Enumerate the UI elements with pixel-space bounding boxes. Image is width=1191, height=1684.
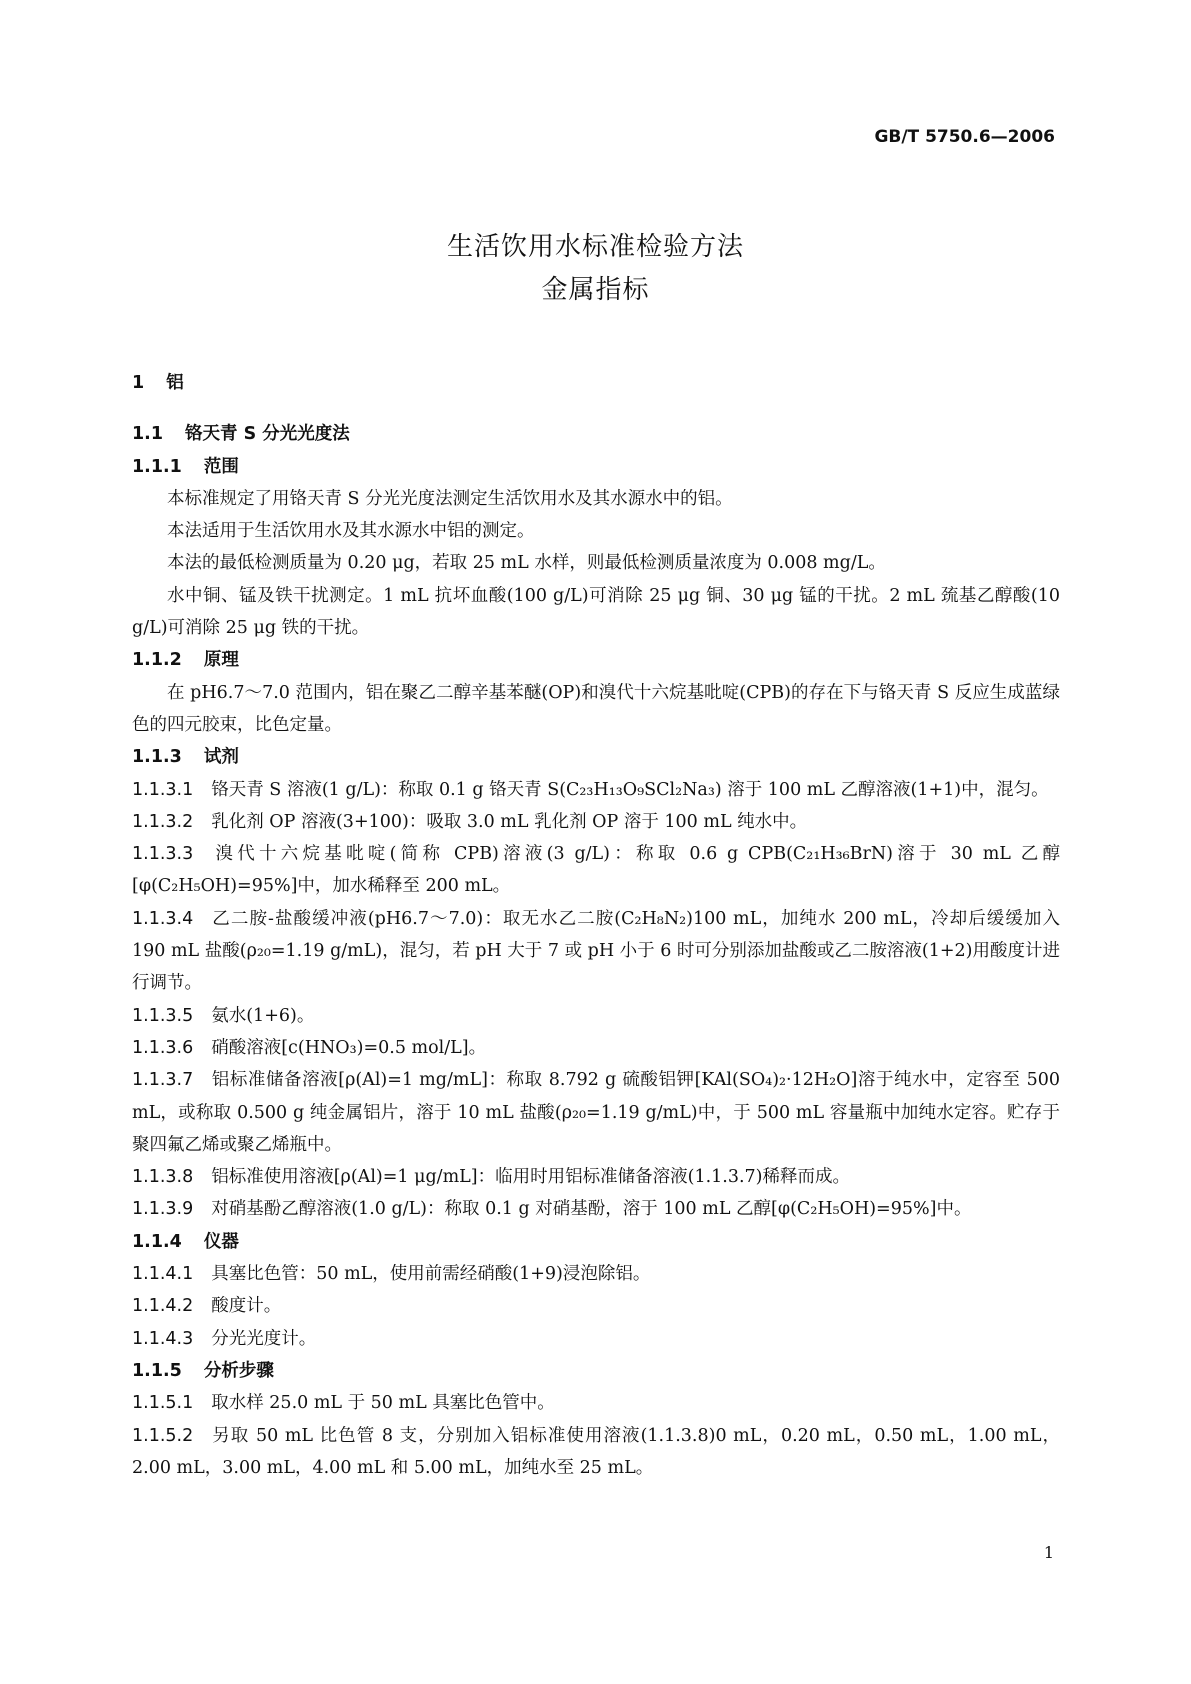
page-number: 1 — [1043, 1543, 1054, 1562]
title-line-1: 生活饮用水标准检验方法 — [446, 232, 744, 262]
document-body — [132, 367, 1060, 1484]
clause: 1.1.5.1 取水样 25.0 mL 于 50 mL 具塞比色管中。 — [132, 1393, 555, 1414]
clause: 1.1.4.1 具塞比色管：50 mL，使用前需经硝酸(1+9)浸泡除铝。 — [132, 1264, 651, 1285]
clause: 1.1.5.2 另取 50 mL 比色管 8 支，分别加入铝标准使用溶液(1.1.3.8)0 mL，0.20 mL，0.50 mL，1.00 mL，2.00 mL，3.00 mL，4.00 mL 和 5.00 mL，加纯水至 25 mL。 — [132, 1425, 1060, 1478]
section-heading: 1.1.3 试剂 — [132, 747, 239, 768]
paragraph: 本标准规定了用铬天青 S 分光光度法测定生活饮用水及其水源水中的铝。 — [167, 488, 733, 509]
standard-code: GB/T 5750.6—2006 — [874, 127, 1055, 147]
section-heading: 1.1 铬天青 S 分光光度法 — [132, 424, 350, 445]
clause: 1.1.3.9 对硝基酚乙醇溶液(1.0 g/L)：称取 0.1 g 对硝基酚，溶于 100 mL 乙醇[φ(C₂H₅OH)=95%]中。 — [132, 1199, 972, 1220]
document-title — [0, 226, 1191, 312]
clause: 1.1.4.3 分光光度计。 — [132, 1328, 317, 1349]
clause: 1.1.3.5 氨水(1+6)。 — [132, 1005, 315, 1026]
section-heading: 1.1.2 原理 — [132, 650, 239, 671]
paragraph: 在 pH6.7～7.0 范围内，铝在聚乙二醇辛基苯醚(OP)和溴代十六烷基吡啶(CPB)的存在下与铬天青 S 反应生成蓝绿色的四元胶束，比色定量。 — [132, 682, 1060, 735]
section-heading: 1.1.1 范围 — [132, 456, 239, 477]
paragraph: 水中铜、锰及铁干扰测定。1 mL 抗坏血酸(100 g/L)可消除 25 μg 铜、30 μg 锰的干扰。2 mL 巯基乙醇酸(10 g/L)可消除 25 μg 铁的干扰。 — [132, 585, 1060, 639]
clause: 1.1.3.2 乳化剂 OP 溶液(3+100)：吸取 3.0 mL 乳化剂 OP 溶于 100 mL 纯水中。 — [132, 811, 808, 832]
title-line-2: 金属指标 — [541, 275, 650, 305]
section-heading: 1.1.4 仪器 — [132, 1231, 239, 1252]
clause: 1.1.3.8 铝标准使用溶液[ρ(Al)=1 μg/mL]：临用时用铝标准储备溶液(1.1.3.7)稀释而成。 — [132, 1167, 850, 1188]
clause: 1.1.3.4 乙二胺-盐酸缓冲液(pH6.7～7.0)：取无水乙二胺(C₂H₈N₂)100 mL，加纯水 200 mL，冷却后缓缓加入 190 mL 盐酸(ρ₂₀=1.19 g/mL)，混匀，若 pH 大于 7 或 pH 小于 6 时可分别添加盐酸或乙二胺溶液(1+2)用酸度计进行调节。 — [132, 908, 1061, 994]
section-heading: 1 铝 — [132, 373, 184, 393]
clause: 1.1.4.2 酸度计。 — [132, 1296, 282, 1317]
section-heading: 1.1.5 分析步骤 — [132, 1360, 274, 1381]
clause: 1.1.3.6 硝酸溶液[c(HNO₃)=0.5 mol/L]。 — [132, 1037, 487, 1058]
clause: 1.1.3.7 铝标准储备溶液[ρ(Al)=1 mg/mL]：称取 8.792 g 硫酸铝钾[KAl(SO₄)₂·12H₂O]溶于纯水中，定容至 500 mL，或称取 0.500 g 纯金属铝片，溶于 10 mL 盐酸(ρ₂₀=1.19 g/mL)中，于 500 mL 容量瓶中加纯水定容。贮存于聚四氟乙烯或聚乙烯瓶中。 — [132, 1070, 1060, 1155]
clause: 1.1.3.3 溴代十六烷基吡啶(简称 CPB)溶液(3 g/L)：称取 0.6 g CPB(C₂₁H₃₆BrN)溶于 30 mL 乙醇[φ(C₂H₅OH)=95%]中，加水稀释至 200 mL。 — [132, 844, 1060, 897]
paragraph: 本法的最低检测质量为 0.20 μg，若取 25 mL 水样，则最低检测质量浓度为 0.008 mg/L。 — [167, 553, 886, 574]
paragraph: 本法适用于生活饮用水及其水源水中铝的测定。 — [167, 521, 535, 542]
clause: 1.1.3.1 铬天青 S 溶液(1 g/L)：称取 0.1 g 铬天青 S(C₂₃H₁₃O₉SCl₂Na₃) 溶于 100 mL 乙醇溶液(1+1)中，混匀。 — [132, 779, 1049, 800]
